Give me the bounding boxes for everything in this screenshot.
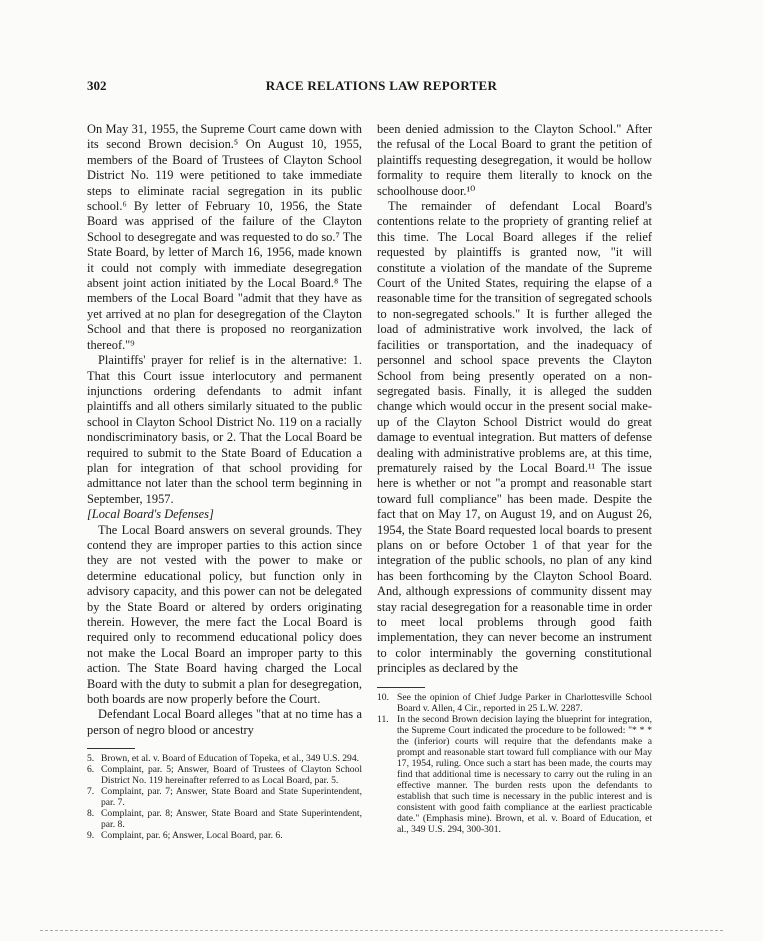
footnote [377, 714, 652, 835]
footnote-text: Complaint, par. 6; Answer, Local Board, par. 6. [101, 830, 283, 842]
footnote-number: 9. [87, 830, 95, 842]
running-head: RACE RELATIONS LAW REPORTER [265, 78, 498, 93]
footnote-number: 8. [87, 808, 95, 820]
footnote-number: 10. [377, 691, 389, 703]
section-heading: [Local Board's Defenses] [87, 507, 214, 522]
footnote [87, 764, 362, 786]
page-number: 302 [87, 78, 107, 93]
footnote-text: Complaint, par. 7; Answer, State Board and State Superintendent, par. 7. [101, 786, 362, 809]
footnote-text: Complaint, par. 8; Answer, State Board and State Superintendent, par. 8. [101, 808, 362, 831]
footnote [377, 692, 652, 714]
page-bottom-edge [40, 930, 723, 931]
body-paragraph: Plaintiffs' prayer for relief is in the alternative: 1. That this Court issue interlocutory and permanent injunctions ordering defendants to admit infant plaintiffs and all others similarly situated to the public school in Clayton School District No. 119 on a racially nondiscriminatory basis, or 2. That the Local Board be required to submit to the State Board of Education a plan for integration of that school providing for admittance not later than the school term beginning in September, 1957. [87, 353, 362, 506]
footnote-text: In the second Brown decision laying the blueprint for integration, the Supreme Court indicated the procedure to be followed: "* * * the (inferior) courts will require that the defendants make a prompt and reasonable start toward full compliance with our May 17, 1954, ruling. Once such a start has been made, the courts may find that additional time is necessary to carry out the ruling in an effective manner. The burden rests upon the defendants to establish that such time is necessary in the public interest and is consistent with good faith compliance at the earliest practicable date." (Emphasis mine). Brown, et al. v. Board of Education, et al., 349 U.S. 294, 300-301. [397, 713, 652, 835]
footnote-number: 5. [87, 753, 95, 765]
footnote-divider [87, 748, 135, 749]
body-paragraph: Defendant Local Board alleges "that at no time has a person of negro blood or ancestry [87, 707, 362, 737]
footnote [87, 830, 362, 841]
footnote-text: Complaint, par. 5; Answer, Board of Trustees of Clayton School District No. 119 hereinafter referred to as Local Board, par. 5. [101, 764, 362, 787]
footnote-number: 11. [377, 713, 389, 725]
footnote [87, 753, 362, 764]
right-column [377, 122, 652, 835]
footnote [87, 808, 362, 830]
footnote-number: 6. [87, 764, 95, 776]
body-paragraph: On May 31, 1955, the Supreme Court came down with its second Brown decision.⁵ On August 10, 1955, members of the Board of Trustees of Clayton School District No. 119 were petitioned to take immediate steps to eliminate racial segregation in its public school.⁶ By letter of February 10, 1956, the State Board was apprised of the failure of the Clayton School to desegregate and was requested to do so.⁷ The State Board, by letter of March 16, 1956, made known it could not comply with immediate desegregation absent joint action initiated by the Local Board.⁸ The members of the Local Board "admit that they have as yet arrived at no plan for desegregation of the Clayton School and that there is proposed no reorganization thereof."⁹ [87, 122, 362, 352]
body-paragraph: been denied admission to the Clayton School." After the refusal of the Local Board to grant the petition of plaintiffs requesting desegregation, it would be hollow formality to require them literally to knock on the schoolhouse door.¹⁰ [377, 122, 652, 198]
footnote-text: See the opinion of Chief Judge Parker in Charlottesville School Board v. Allen, 4 Cir., reported in 25 L.W. 2287. [397, 691, 652, 714]
footnote-number: 7. [87, 786, 95, 798]
left-column [87, 122, 362, 841]
body-paragraph: The remainder of defendant Local Board's contentions relate to the propriety of granting relief at this time. The Local Board alleges if the relief requested by plaintiffs is granted now, "it will constitute a violation of the mandate of the Supreme Court of the United States, requiring the elapse of a reasonable time for the transition of segregated schools to non-segregated schools." It is further alleged the load of administrative work involved, the lack of facilities or transportation, and the inadequacy of personnel and school space prevents the Clayton School from being presently operated on a non-segregated basis. Finally, it is alleged the sudden change which would occur in the present social make-up of the Clayton School District would do great damage to eventual integration. But matters of defense dealing with administrative problems are, at this time, prematurely raised by the Local Board.¹¹ The issue here is whether or not "a prompt and reasonable start toward full compliance" has been made. Despite the fact that on May 17, on August 19, and on August 26, 1954, the State Board requested local boards to present plans on or before October 1 of that year for the integration of the public schools, no plan of any kind has been forthcoming by the Clayton School Board. And, although expressions of community dissent may stay racial desegregation for a reasonable time in order to meet local problems through good faith implementation, they can never become an instrument to color interminably the governing constitutional principles as declared by the [377, 199, 652, 676]
footnote [87, 786, 362, 808]
body-paragraph: The Local Board answers on several grounds. They contend they are improper parties to this action since they are not vested with the power to make or determine educational policy, but function only in advisory capacity, and this power can not be delegated by the State Board or altered by orders originating therein. However, the mere fact the Local Board is required only to recommend educational policy does not make the Local Board an improper party to this action. The State Board having charged the Local Board with the duty to submit a plan for desegregation, both boards are now properly before the Court. [87, 522, 362, 707]
footnote-text: Brown, et al. v. Board of Education of Topeka, et al., 349 U.S. 294. [101, 753, 360, 765]
footnote-divider [377, 687, 425, 688]
